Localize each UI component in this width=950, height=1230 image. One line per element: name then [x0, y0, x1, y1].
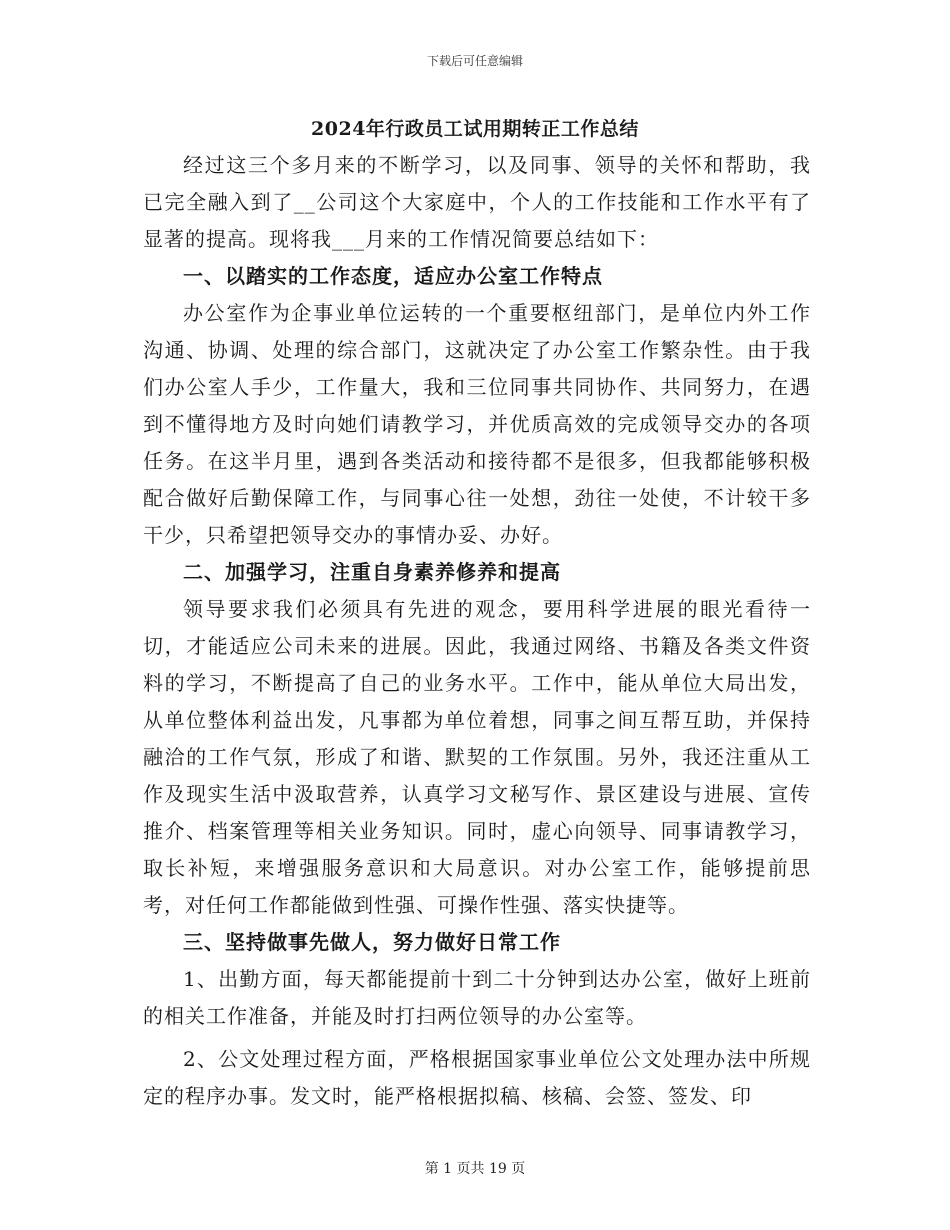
page-indicator: 第 1 页共 19 页 — [424, 1161, 526, 1177]
section-heading-3: 三、坚持做事先做人，努力做好日常工作 — [183, 930, 561, 954]
section-paragraph-1: 办公室作为企事业单位运转的一个重要枢纽部门，是单位内外工作沟通、协调、处理的综合部门，这就决定了办公室工作繁杂性。由于我们办公室人手少，工作量大，我和三位同事共同协作、共同努力，在遇到不懂得地方及时向她们请教学习，并优质高效的完成领导交办的各项任务。在这半月里，遇到各类活动和接待都不是很多，但我都能够积极配合做好后勤保障工作，与同事心往一处想，劲往一处使，不计较干多干少，只希望把领导交办的事情办妥、办好。 — [143, 301, 811, 547]
section-heading-2: 二、加强学习，注重自身素养修养和提高 — [183, 560, 561, 584]
section-heading-1: 一、以踏实的工作态度，适应办公室工作特点 — [183, 264, 603, 288]
document-title: 2024年行政员工试用期转正工作总结 — [311, 118, 639, 140]
section-item-2: 2、公文处理过程方面，严格根据国家事业单位公文处理办法中所规定的程序办事。发文时，能严格根据拟稿、核稿、会签、签发、印 — [143, 1047, 811, 1108]
header-note: 下载后可任意编辑 — [426, 54, 523, 68]
section-paragraph-2: 领导要求我们必须具有先进的观念，要用科学进展的眼光看待一切，才能适应公司未来的进展。因此，我通过网络、书籍及各类文件资料的学习，不断提高了自己的业务水平。工作中，能从单位大局出发，从单位整体利益出发，凡事都为单位着想，同事之间互帮互助，并保持融洽的工作气氛，形成了和谐、默契的工作氛围。另外，我还注重从工作及现实生活中汲取营养，认真学习文秘写作、景区建设与进展、宣传推介、档案管理等相关业务知识。同时，虚心向领导、同事请教学习，取长补短，来增强服务意识和大局意识。对办公室工作，能够提前思考，对任何工作都能做到性强、可操作性强、落实快捷等。 — [143, 597, 811, 917]
section-item-1: 1、出勤方面，每天都能提前十到二十分钟到达办公室，做好上班前的相关工作准备，并能及时打扫两位领导的办公室等。 — [143, 967, 811, 1028]
intro-paragraph: 经过这三个多月来的不断学习，以及同事、领导的关怀和帮助，我已完全融入到了__公司这个大家庭中，个人的工作技能和工作水平有了显著的提高。现将我___月来的工作情况简要总结如下： — [143, 153, 811, 251]
document-body — [143, 147, 811, 1115]
